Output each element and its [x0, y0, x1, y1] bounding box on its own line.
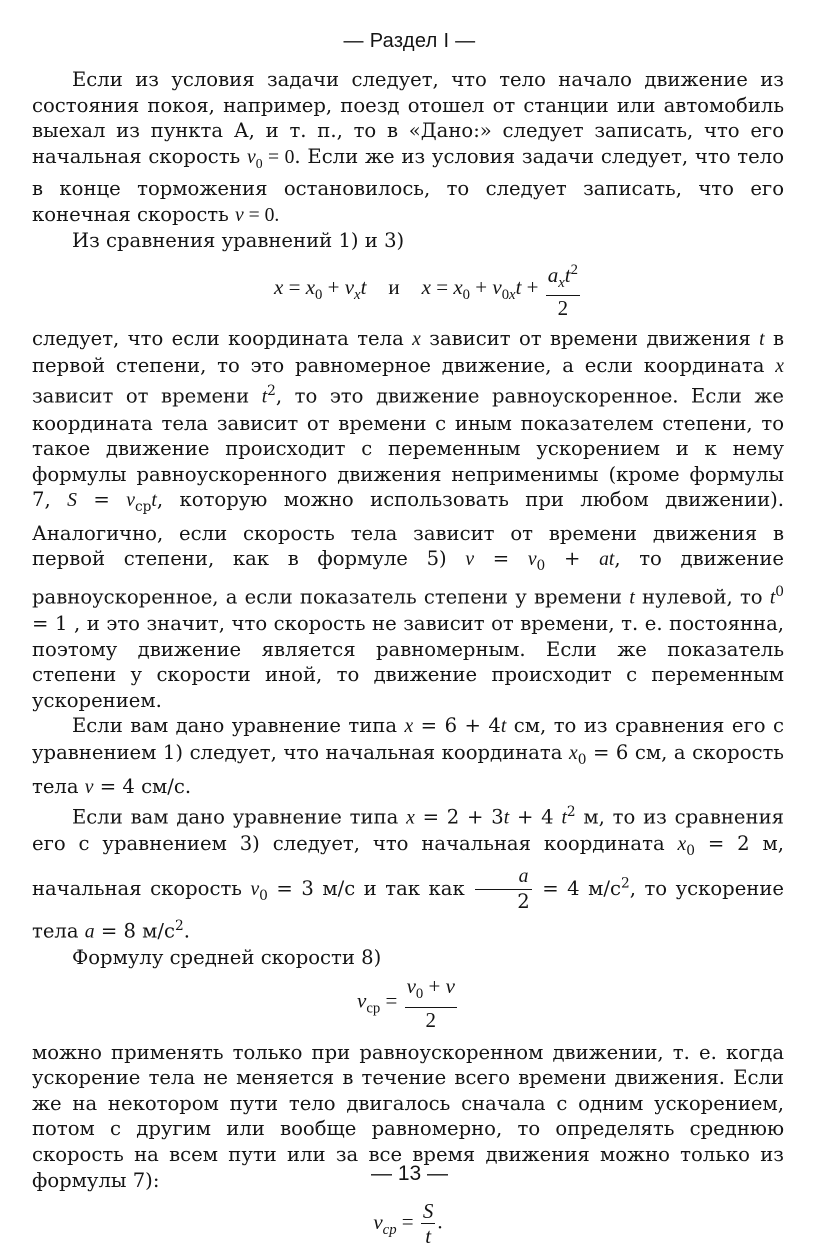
running-header: — Раздел I — — [343, 30, 476, 52]
page-number: — 13 — — [370, 1162, 449, 1185]
paragraph-average-speed-intro: Формулу средней скорости 8) — [72, 945, 382, 969]
formula-coordinate-equations: $x = x_0 + v_xt$ и $x = x_0 + v_{0x}t$ + $\frac{a_xt^2}{2}$ — [274, 262, 578, 321]
formula-average-speed-uniform-acceleration: $v_{ср}$ = $\frac{v_0 + v}{2}$ — [357, 974, 455, 1032]
paragraph-compare-equations: Из сравнения уравнений 1) и 3) — [72, 229, 405, 253]
paragraph-example-quadratic: Если вам дано уравнение типа x = 2 + 3t + 4 $t^2$ м, то из сравнения его с уравнением 3) следует, что начальная координата $x_0 = 2$ м, начальная скорость $v_0 = 3$ м/с и так как $\frac{a}{2}$ = 4 $м/с^2$, то ускорение тела a = 8 $м/с^2$. — [32, 804, 785, 943]
paragraph-motion-types: следует, что если координата тела x зависит от времени движения t в первой степени, то это равномерное движение, а если координата x зависит от времени $t^2$, то это движение равноускоренное. Если же координата тела зависит от времени с иным показателем степени, то такое движение происходит с переменным ускорением и к нему формулы равноускоренного движения неприменимы (кроме формулы 7, $S = v_{ср}t$, которую можно использовать при любом движении). Аналогично, если скорость тела зависит от времени движения в первой степени, как в формуле 5) $v = v_0$ + at, то движение равноускоренное, а если показатель степени у времени t нулевой, то $t^0 = 1$ , и это значит, что скорость не зависит от времени, т. е. постоянна, поэтому движение является равномерным. Если же показатель степени у скорости иной, то движение происходит с переменным ускорением. — [32, 327, 785, 712]
paragraph-initial-conditions: Если из условия задачи следует, что тело начало движение из состояния покоя, например, поезд отошел от станции или автомобиль выехал из пункта А, и т. п., то в «Дано:» следует записать, что его начальная скорость $v_0 = 0$. Если же из условия задачи следует, что тело в конце торможения остановилось, то следует записать, что его конечная скорость v = 0. — [32, 68, 784, 226]
formula-average-speed-general: $v_{cp}$ = $\frac{S}{t}$ . — [373, 1199, 443, 1248]
page-body — [32, 67, 784, 1248]
paragraph-average-speed-usage: можно применять только при равноускоренном движении, т. е. когда ускорение тела не меняется в течение всего времени движения. Если же на некотором пути тело двигалось сначала с одним ускорением, потом с другим или вообще равномерно, то определять среднюю скорость на всем пути или за все время движения можно только из формулы 7): — [32, 1040, 784, 1192]
paragraph-example-linear: Если вам дано уравнение типа x = 6 + 4t см, то из сравнения его с уравнением 1) следует, что начальная координата $x_0 = 6$ см, а скорость тела v = 4 см/с. — [32, 714, 784, 798]
